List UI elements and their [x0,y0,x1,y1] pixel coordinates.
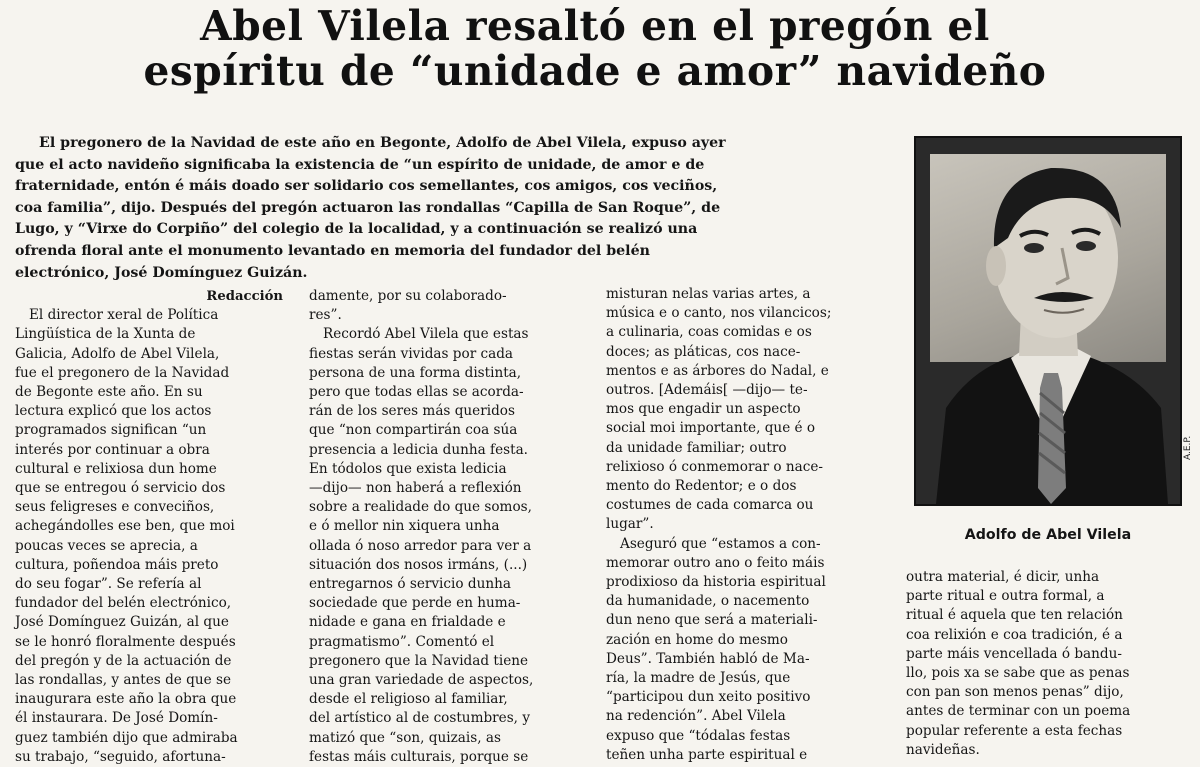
column-1-line: él instaurara. De José Domín- [15,710,218,727]
column-2-line: nidade e gana en frialdade e [309,614,506,631]
column-2-line: fiestas serán vividas por cada [309,345,514,362]
column-1-line: Galicia, Adolfo de Abel Vilela, [15,345,220,362]
column-4-line: coa relixión e coa tradición, é a [906,626,1123,643]
column-3-line: costumes de cada comarca ou [606,497,814,514]
column-1-line: poucas veces se aprecia, a [15,537,198,554]
column-2-line: entregarnos ó servicio dunha [309,576,511,593]
column-1-line: las rondallas, y antes de que se [15,672,231,689]
column-4-line: popular referente a esta fechas [906,722,1123,739]
article-column-4 [906,568,1196,760]
column-4-line: llo, pois xa se sabe que as penas [906,665,1130,682]
column-2-line: matizó que “son, quizais, as [309,729,501,746]
column-2-line: damente, por su colaborado- [309,288,507,304]
column-1-line: guez también dijo que admiraba [15,729,238,746]
column-3-line: da humanidade, o nacemento [606,593,810,610]
column-2-line: res”. [309,307,342,324]
column-2-line: que “non compartirán coa súa [309,422,518,439]
column-1-line: cultural e relixiosa dun home [15,460,217,477]
column-3-line: música e o canto, nos vilancicos; [606,305,832,322]
column-2-line: sociedade que perde en huma- [309,595,521,612]
column-2-line: Recordó Abel Vilela que estas [323,326,529,343]
column-1-text [15,306,293,767]
column-3-line: Deus”. También habló de Ma- [606,650,810,667]
column-1-line: se le honró floralmente después [15,633,236,650]
column-3-line: “participou dun xeito positivo [606,689,811,706]
column-3-line: a culinaria, coas comidas e os [606,324,812,341]
column-3-line: na redención”. Abel Vilela [606,708,786,725]
column-1-line: inaugurara este año la obra que [15,691,237,708]
column-3-line: relixioso ó conmemorar o nace- [606,458,824,475]
portrait-figure [916,138,1180,504]
column-1-line: del pregón y de la actuación de [15,652,232,669]
lead-paragraph [15,133,895,284]
column-4-line: parte ritual e outra formal, a [906,588,1105,605]
column-4-line: parte máis vencellada ó bandu- [906,645,1122,662]
article-column-1 [15,287,293,767]
column-1-line: fue el pregonero de la Navidad [15,364,230,381]
column-1-line: de Begonte este año. En su [15,384,203,401]
column-1-line: cultura, poñendoa máis preto [15,556,219,573]
column-2-line: rán de los seres más queridos [309,403,515,420]
article-column-2 [309,287,587,767]
column-3-line: mentos e as árbores do Nadal, e [606,362,829,379]
column-3-line: memorar outro ano o feito máis [606,554,825,571]
column-3-line: zación en home do mesmo [606,631,788,648]
lead-line: El pregonero de la Navidad de este año en Begonte, Adolfo de Abel Vilela, expuso ayer [39,135,726,151]
column-3-line: teñen unha parte espiritual e [606,746,808,763]
column-3-line: outros. [Ademáis[ —dijo— te- [606,382,808,399]
column-2-line: —dijo— non haberá a reflexión [309,480,522,497]
column-2-line: situación dos nosos irmáns, (...) [309,556,528,573]
column-1-line: programados significan “un [15,422,207,439]
lead-line: coa familia”, dijo. Después del pregón actuaron las rondallas “Capilla de San Roque”, de [15,199,721,216]
column-2-line: persona de una forma distinta, [309,364,522,381]
column-3-line: mento do Redentor; e o dos [606,478,797,495]
column-3-line: da unidade familiar; outro [606,439,787,456]
column-3-line: dun neno que será a materiali- [606,612,818,629]
column-2-line: En tódolos que exista ledicia [309,460,507,477]
portrait-photo [914,136,1182,506]
column-3-line: expuso que “tódalas festas [606,727,791,744]
column-1-line: Lingüística de la Xunta de [15,326,196,343]
column-2-line: presencia a ledicia dunha festa. [309,441,528,458]
column-4-line: navideñas. [906,741,980,758]
column-1-line: que se entregou ó servicio dos [15,480,226,497]
column-2-line: pero que todas ellas se acorda- [309,384,524,401]
column-2-line: e ó mellor nin xiquera unha [309,518,500,535]
column-2-line: pragmatismo”. Comentó el [309,633,495,650]
photo-credit: A.E.P. [1183,435,1193,460]
lead-line: Lugo, y “Virxe do Corpiño” del colegio de la localidad, y a continuación se realizó una [15,221,698,238]
headline-line-2: espíritu de “unidade e amor” navideño [143,47,1047,95]
column-1-line: achegándolles ese ben, que moi [15,518,235,535]
column-3-line: prodixioso da historia espiritual [606,574,826,591]
column-1-line: interés por continuar a obra [15,441,210,458]
lead-line: electrónico, José Domínguez Guizán. [15,264,308,281]
column-4-line: antes de terminar con un poema [906,703,1131,720]
column-3-line: social moi importante, que é o [606,420,816,437]
lead-line: que el acto navideño significaba la existencia de “un espírito de unidade, de amor e de [15,156,705,173]
headline [0,4,1200,94]
column-2-line: ollada ó noso arredor para ver a [309,537,532,554]
column-1-line: do seu fogar”. Se refería al [15,576,202,593]
column-2-line: del artístico al de costumbres, y [309,710,530,727]
column-1-line: fundador del belén electrónico, [15,595,232,612]
byline: Redacción [206,289,283,304]
column-1-line: El director xeral de Política [29,307,219,324]
photo-caption: Adolfo de Abel Vilela [964,527,1132,543]
column-2-line: una gran variedade de aspectos, [309,672,534,689]
column-2-line: pregonero que la Navidad tiene [309,652,529,669]
column-3-line: lugar”. [606,516,654,533]
column-1-line: seus feligreses e conveciños, [15,499,215,516]
headline-line-1: Abel Vilela resaltó en el pregón el [200,2,990,50]
column-3-line: misturan nelas varias artes, a [606,286,811,302]
column-2-line: sobre a realidade do que somos, [309,499,532,516]
column-1-line: José Domínguez Guizán, al que [15,614,229,631]
column-3-line: ría, la madre de Jesús, que [606,670,791,687]
article-column-3 [606,285,886,765]
column-4-line: outra material, é dicir, unha [906,569,1100,585]
column-4-line: con pan son menos penas” dijo, [906,684,1124,701]
column-3-line: doces; as pláticas, cos nace- [606,343,801,360]
column-1-line: lectura explicó que los actos [15,403,212,420]
column-1-line: su trabajo, “seguido, afortuna- [15,748,226,765]
column-4-line: ritual é aquela que ten relación [906,607,1123,624]
lead-line: ofrenda floral ante el monumento levantado en memoria del fundador del belén [15,242,650,259]
column-2-line: desde el religioso al familiar, [309,691,508,708]
lead-line: fraternidade, entón é máis doado ser solidario cos semellantes, cos amigos, cos veciños, [15,178,718,195]
column-3-line: mos que engadir un aspecto [606,401,801,418]
column-3-line: Aseguró que “estamos a con- [620,535,821,552]
column-2-line: festas máis culturais, porque se [309,748,529,765]
